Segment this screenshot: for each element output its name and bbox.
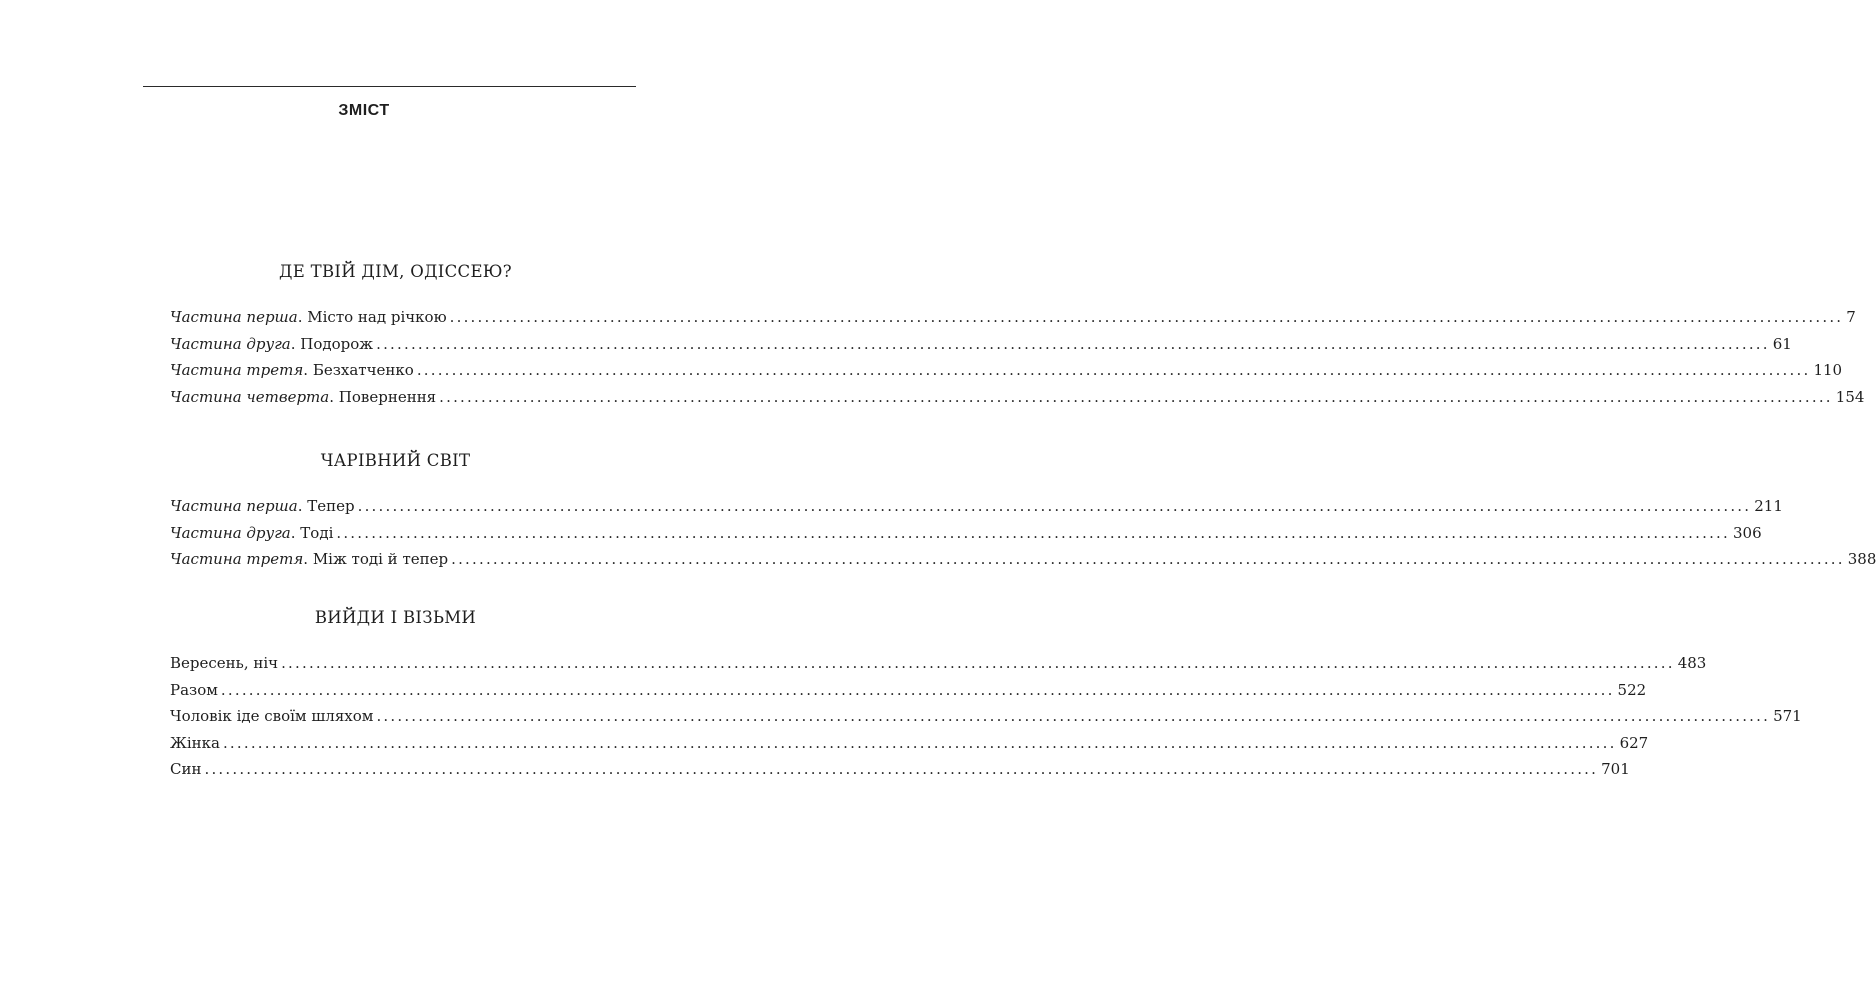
toc-entry-page: 571 [1773, 707, 1802, 725]
toc-entry-label: Частина перша. Місто над річкою [170, 308, 447, 326]
toc-entry-page: 627 [1619, 733, 1649, 752]
toc-list [170, 493, 1876, 573]
dot-leader: ........................................................................................................................................................................................................ [376, 707, 1771, 725]
dot-leader: ........................................................................................................................................................................................................ [222, 733, 1617, 752]
toc-entry-name: Безхатченко [312, 361, 414, 379]
toc-entry-page: 61 [1772, 334, 1792, 353]
toc-entry-name: Між тоді й тепер [312, 550, 449, 568]
toc-entry [170, 546, 1876, 573]
dot-leader: ........................................................................................................................................................................................................ [204, 760, 1599, 778]
toc-entry-page: 483 [1677, 654, 1707, 672]
toc-entry [170, 304, 1856, 331]
toc-entry-page: 701 [1601, 760, 1630, 778]
dot-leader: ........................................................................................................................................................................................................ [439, 387, 1833, 406]
toc-entry-part: Частина друга [170, 523, 291, 542]
toc-entry-page: 7 [1846, 308, 1856, 326]
toc-entry [170, 730, 1649, 757]
toc-section [170, 604, 1802, 783]
toc-entry-part: Частина четверта [170, 387, 330, 406]
toc-entry-label: Частина третя. Між тоді й тепер [170, 550, 449, 568]
toc-entry-page: 306 [1733, 523, 1762, 542]
toc-entry-part: Частина друга [170, 334, 291, 353]
toc-list [170, 650, 1802, 783]
toc-list [170, 304, 1865, 410]
toc-entry [170, 357, 1843, 384]
toc-entry-page: 211 [1754, 497, 1783, 515]
toc-entry-name: Син [170, 760, 202, 778]
dot-leader: ........................................................................................................................................................................................................ [281, 654, 1675, 672]
toc-entry-label [170, 677, 218, 704]
toc-section [170, 447, 1876, 573]
toc-entry-page: 522 [1617, 680, 1647, 699]
toc-entry-page: 110 [1813, 361, 1843, 379]
toc-entry-label [170, 756, 201, 783]
top-rule [143, 86, 636, 87]
toc-entry-part: Частина перша [170, 497, 298, 515]
toc-section [170, 258, 1865, 410]
toc-entry-label [170, 650, 278, 677]
toc-entry-label: Частина перша. Тепер [170, 497, 355, 515]
toc-entry [170, 677, 1647, 704]
toc-entry [170, 756, 1630, 783]
toc-entry [170, 650, 1707, 677]
toc-entry-name: Тепер [307, 497, 355, 515]
toc-entry-name: Місто над річкою [307, 308, 447, 326]
toc-entry-part: Частина третя [170, 361, 304, 379]
dot-leader: ........................................................................................................................................................................................................ [416, 361, 1811, 379]
toc-entry-name: Вересень, ніч [170, 654, 279, 672]
toc-entry-name: Повернення [338, 387, 437, 406]
toc-entry [170, 493, 1783, 520]
toc-entry-page: 388 [1847, 550, 1876, 568]
page-title: ЗМІСТ [338, 102, 390, 119]
toc-entry-page: 154 [1835, 387, 1865, 406]
toc-entry [170, 331, 1792, 358]
toc-entry-label [170, 730, 220, 757]
dot-leader: ........................................................................................................................................................................................................ [449, 308, 1844, 326]
toc-entry-name: Разом [170, 680, 218, 699]
toc-entry-part: Частина перша [170, 308, 298, 326]
toc-entry-label: Частина четверта. Повернення [170, 387, 437, 406]
toc-entry-name: Тоді [300, 523, 334, 542]
toc-entry-label [170, 703, 373, 730]
toc-entry-label: Частина третя. Безхатченко [170, 361, 414, 379]
toc-entry [170, 520, 1762, 547]
dot-leader: ........................................................................................................................................................................................................ [376, 334, 1770, 353]
section-title: ЧАРІВНИЙ СВІТ [320, 451, 471, 470]
section-title: ВИЙДИ І ВІЗЬМИ [314, 608, 477, 627]
dot-leader: ........................................................................................................................................................................................................ [220, 680, 1615, 699]
toc-entry-name: Подорож [300, 334, 374, 353]
toc-entry-part: Частина третя [170, 550, 304, 568]
toc-entry-label: Частина друга. Тоді [170, 523, 334, 542]
toc-entry-label: Частина друга. Подорож [170, 334, 374, 353]
toc-entry-name: Жінка [170, 733, 220, 752]
section-title: ДЕ ТВІЙ ДІМ, ОДІССЕЮ? [279, 262, 512, 281]
dot-leader: ........................................................................................................................................................................................................ [336, 523, 1730, 542]
toc-entry [170, 703, 1802, 730]
dot-leader: ........................................................................................................................................................................................................ [357, 497, 1752, 515]
toc-entry-name: Чоловік іде своїм шляхом [170, 707, 374, 725]
toc-entry [170, 384, 1865, 411]
dot-leader: ........................................................................................................................................................................................................ [451, 550, 1845, 568]
